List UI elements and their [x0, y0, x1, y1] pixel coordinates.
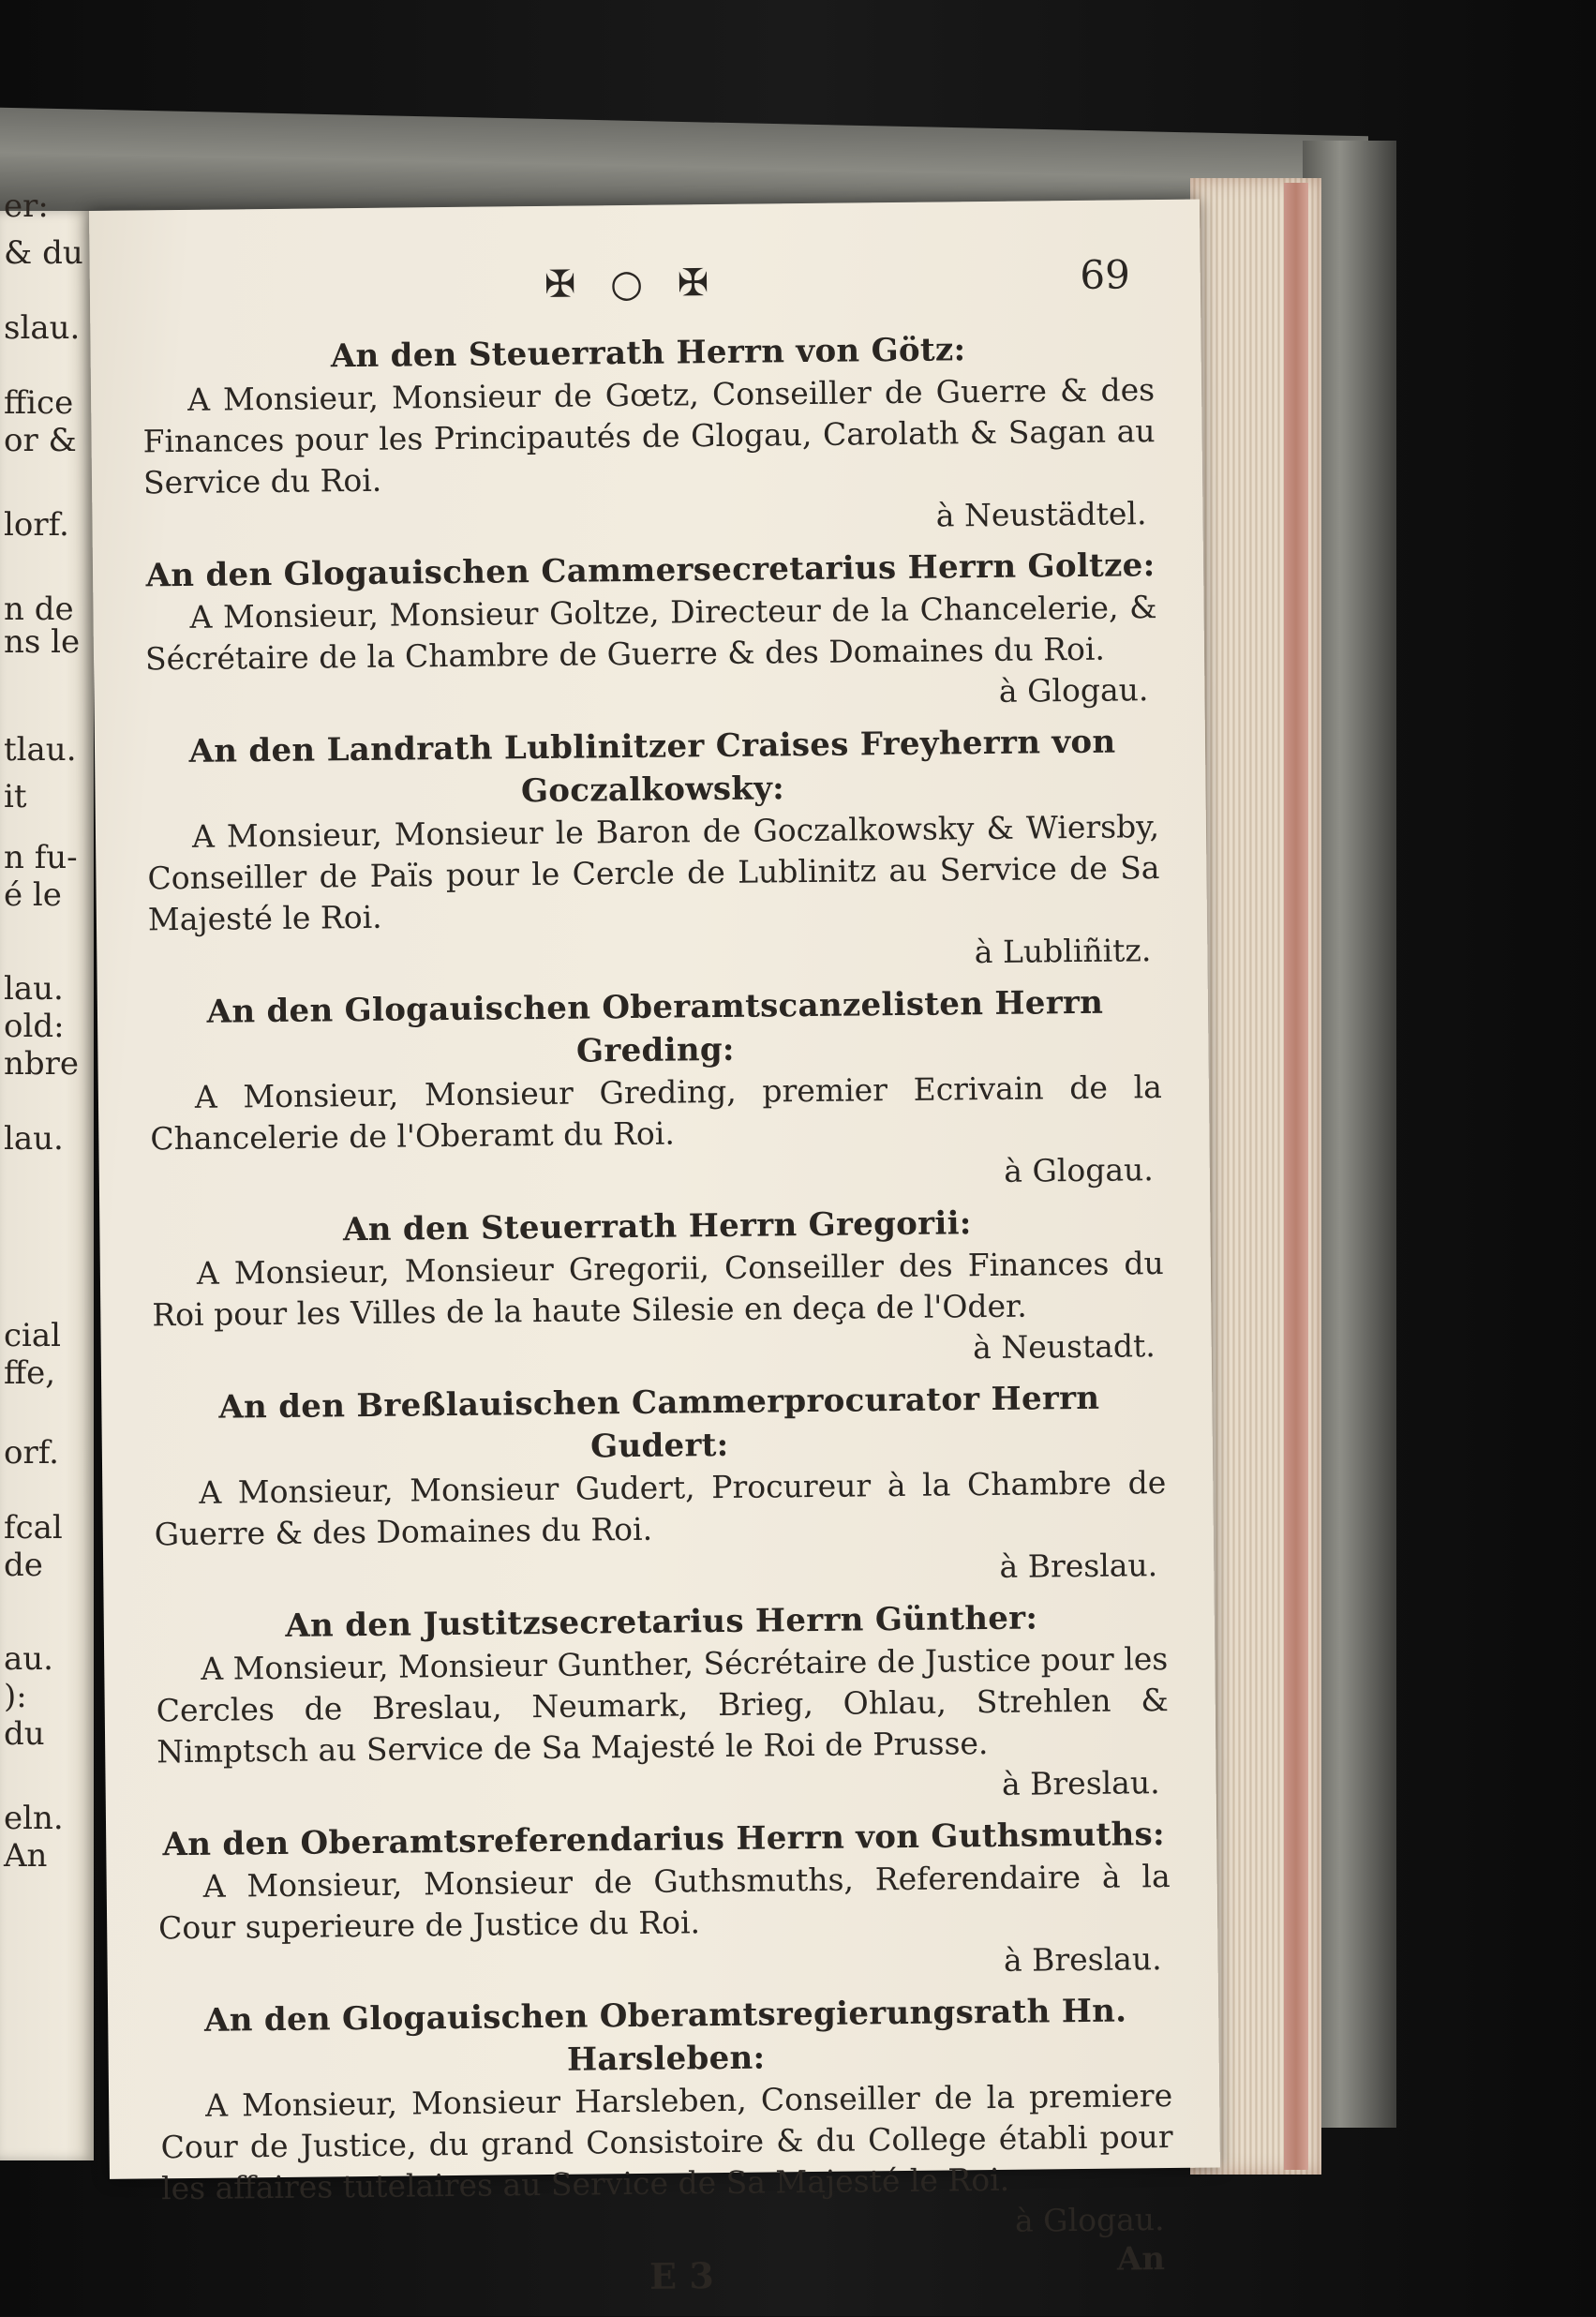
left-page-fragment: n fu-: [4, 839, 78, 876]
entry-city: à Glogau.: [1004, 1151, 1154, 1189]
address-entry: [151, 1200, 1165, 1377]
address-entry: [153, 1376, 1167, 1596]
entry-address: A Monsieur, Monsieur Gregorii, Conseiller des Finances du Roi pour les Villes de la haute Silesie en deça de l'Oder.: [152, 1245, 1165, 1334]
entry-address: A Monsieur, Monsieur Gudert, Procureur à la Chambre de Guerre & des Domaines du Roi.: [154, 1464, 1167, 1553]
entry-city: à Breslau.: [1001, 1764, 1160, 1802]
entry-address: A Monsieur, Monsieur de Gœtz, Conseiller de Guerre & des Finances pour les Principautés de Glogau, Carolath & Sagan au Service du Roi.: [142, 371, 1156, 501]
address-entry: [157, 1813, 1171, 1990]
entry-address: A Monsieur, Monsieur le Baron de Goczalkowsky & Wiersby, Conseiller de Païs pour le Cercle de Lublinitz au Service de Sa Majesté le Roi.: [147, 808, 1160, 938]
entry-heading: An den Landrath Lublinitzer Craises Freyherrn von Goczalkowsky:: [188, 723, 1116, 811]
entry-heading: An den Oberamtsreferendarius Herrn von Guthsmuths:: [162, 1816, 1166, 1864]
left-page-fragment: An: [4, 1837, 48, 1875]
entry-city: à Glogau.: [1014, 2201, 1165, 2239]
entry-list: [142, 326, 1173, 2250]
entry-city: à Neustadt.: [972, 1327, 1156, 1367]
left-page-fragment: eln.: [4, 1800, 64, 1837]
left-page-fragment: tlau.: [4, 731, 77, 769]
address-entry: [144, 544, 1158, 721]
left-page: [0, 187, 94, 2160]
entry-address: A Monsieur, Monsieur Gunther, Sécrétaire de Justice pour les Cercles de Breslau, Neumark, Brieg, Ohlau, Strehlen & Nimptsch au Service de Sa Majesté le Roi de Prusse.: [156, 1640, 1169, 1771]
left-page-fragment: orf.: [4, 1434, 59, 1472]
left-page-fragment: n de: [4, 590, 74, 628]
left-page-fragment: nbre: [4, 1045, 80, 1083]
left-page-fragment: du: [4, 1715, 45, 1753]
entry-address: A Monsieur, Monsieur Harsleben, Conseiller de la premiere Cour de Justice, du grand Consistoire & du College établi pour les affaires tutelaires au Service de Sa Majesté le Roi.: [160, 2077, 1173, 2207]
left-page-fragment: ffe,: [4, 1354, 56, 1392]
address-entry: [142, 326, 1156, 545]
page-header: [142, 251, 1155, 327]
left-page-fragment: fcal: [4, 1509, 63, 1547]
left-page-fragment: old:: [4, 1008, 65, 1045]
entry-address: A Monsieur, Monsieur de Guthsmuths, Referendaire à la Cour superieure de Justice du Roi.: [157, 1858, 1171, 1947]
left-page-fragment: ):: [4, 1678, 27, 1715]
left-page-fragment: au.: [4, 1640, 53, 1678]
entry-city: à Glogau.: [998, 671, 1149, 710]
left-page-fragment: é le: [4, 876, 62, 914]
entry-heading: An den Breßlauischen Cammerprocurator Herrn Gudert:: [218, 1379, 1100, 1466]
entry-heading: An den Steuerrath Herrn Gregorii:: [342, 1204, 972, 1249]
book-page: [89, 200, 1220, 2297]
signature-mark: E 3: [649, 2254, 714, 2297]
address-entry: [156, 1595, 1170, 1814]
left-page-fragment: de: [4, 1547, 43, 1584]
catchword: An: [1116, 2240, 1166, 2279]
left-page-fragment: lau.: [4, 1120, 64, 1158]
address-entry: [146, 720, 1161, 981]
left-page-fragment: slau.: [4, 309, 81, 347]
left-page-fragment: it: [4, 778, 27, 815]
entry-heading: An den Glogauischen Oberamtscanzelisten Herrn Greding:: [206, 983, 1104, 1070]
left-page-fragment: lau.: [4, 970, 64, 1008]
page-number: 69: [1080, 251, 1131, 298]
left-page-fragment: er:: [4, 187, 49, 225]
left-page-fragment: ffice: [4, 384, 74, 422]
left-page-fragment: ns le: [4, 623, 81, 661]
entry-address: A Monsieur, Monsieur Goltze, Directeur de la Chancelerie, & Sécrétaire de la Chambre de Guerre & des Domaines du Roi.: [144, 589, 1157, 678]
entry-heading: An den Steuerrath Herrn von Götz:: [330, 331, 966, 376]
page-content: [142, 251, 1175, 2316]
address-entry: [149, 980, 1163, 1201]
entry-heading: An den Glogauischen Cammersecretarius Herrn Goltze:: [145, 546, 1156, 595]
left-page-fragment: or &: [4, 422, 77, 459]
entry-city: à Lubliñitz.: [974, 932, 1152, 971]
entry-heading: An den Glogauischen Oberamtsregierungsrath Hn. Harsleben:: [203, 1992, 1127, 2079]
address-entry: [159, 1989, 1174, 2250]
entry-city: à Breslau.: [1003, 1940, 1162, 1979]
entry-address: A Monsieur, Monsieur Greding, premier Ecrivain de la Chancelerie de l'Oberamt du Roi.: [150, 1069, 1163, 1158]
entry-heading: An den Justitzsecretarius Herrn Günther:: [285, 1599, 1038, 1645]
left-page-fragment: cial: [4, 1317, 62, 1354]
left-page-fragment: lorf.: [4, 506, 69, 544]
entry-city: à Breslau.: [999, 1547, 1158, 1585]
header-ornament: ✠ ○ ✠: [544, 261, 721, 306]
left-page-fragment: & du: [4, 234, 83, 272]
entry-city: à Neustädtel.: [935, 495, 1147, 534]
page-edge-red: [1284, 183, 1308, 2170]
page-footer: [162, 2240, 1175, 2316]
